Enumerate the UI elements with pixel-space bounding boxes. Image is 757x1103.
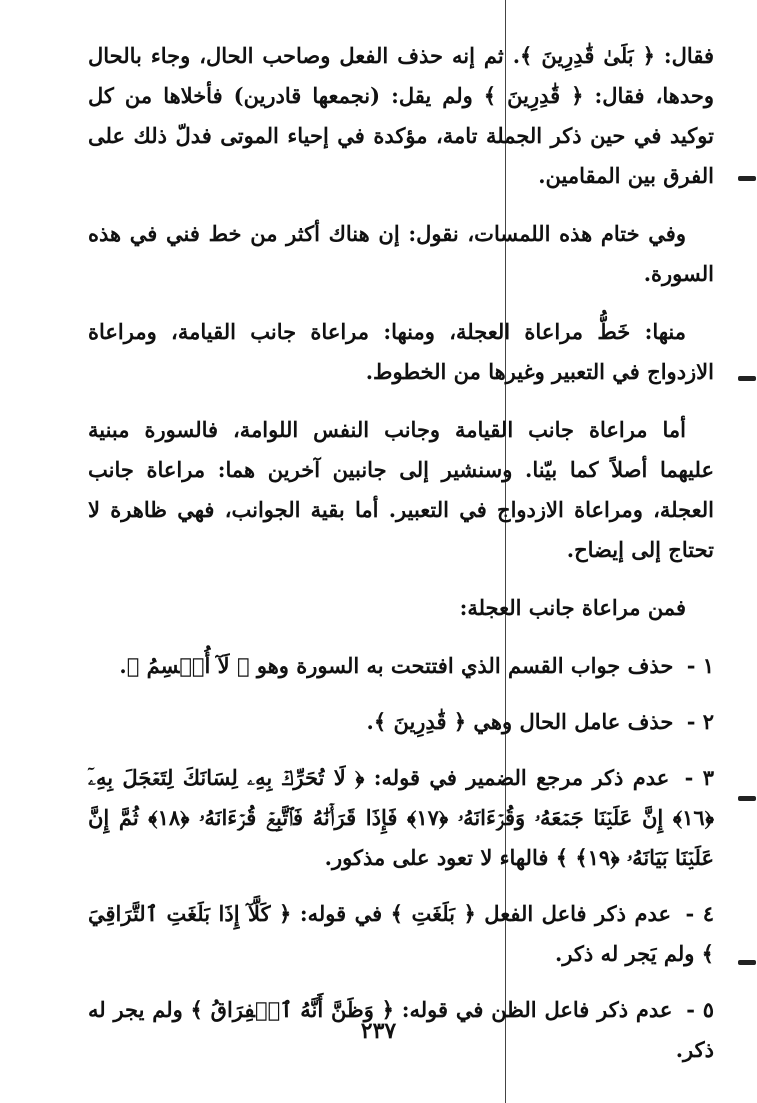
margin-mark [738, 960, 756, 965]
paragraph: فمن مراعاة جانب العجلة: [459, 595, 686, 620]
list-item [88, 702, 714, 742]
list-number: ٣ - [684, 765, 715, 790]
list-text: عدم ذكر مرجع الضمير في قوله: ﴿ لَا تُحَرِّكۡ بِهِۦ لِسَانَكَ لِتَعۡجَلَ بِهِۦٓ ﴿١٦﴾ إِنَّ عَلَيۡنَا جَمۡعَهُۥ وَقُرۡءَانَهُۥ ﴿١٧﴾ فَإِذَا قَرَأۡنَٰهُ فَٱتَّبِعۡ قُرۡءَانَهُۥ ﴿١٨﴾ ثُمَّ إِنَّ عَلَيۡنَا بَيَانَهُۥ ﴿١٩﴾ ﴾ فالهاء لا تعود على مذكور. [88, 765, 714, 870]
list-number: ٥ - [686, 997, 714, 1022]
list-text: عدم ذكر فاعل الفعل ﴿ بَلَغَتِ ﴾ في قوله: ﴿ كَلَّآ إِذَا بَلَغَتِ ٱلتَّرَاقِيَ ﴾ ولم يَجر له ذكر. [88, 901, 714, 966]
paragraph: منها: خَطُّ مراعاة العجلة، ومنها: مراعاة جانب القيامة، ومراعاة الازدواج في التعبير وغيرها من الخطوط. [88, 319, 714, 384]
list-number: ١ - [686, 653, 714, 678]
page-number: ٢٣٧ [360, 1018, 397, 1044]
paragraph: فقال: ﴿ بَلَىٰ قَٰدِرِينَ ﴾. ثم إنه حذف الفعل وصاحب الحال، وجاء بالحال وحدها، فقال: ﴿ قَٰدِرِينَ ﴾ ولم يقل: (نجمعها قادرين) فأخلاها من كل توكيد في حين ذكر الجملة تامة، مؤكدة في إحياء الموتى فدلّ ذلك على الفرق بين المقامين. [88, 43, 714, 188]
list-number: ٢ - [686, 709, 714, 734]
margin-mark [738, 176, 756, 181]
list-text: حذف جواب القسم الذي افتتحت به السورة وهو ﴿ لَآ أُقۡسِمُ ﴾. [119, 653, 674, 678]
list-text: عدم ذكر فاعل الظن في قوله: ﴿ وَظَنَّ أَنَّهُ ٱلۡفِرَاقُ ﴾ ولم يجر له ذكر. [88, 997, 714, 1062]
margin-mark [738, 796, 756, 801]
list-item [88, 646, 714, 686]
page-text-body [88, 36, 714, 1086]
paragraph: وفي ختام هذه اللمسات، نقول: إن هناك أكثر من خط فني في هذه السورة. [88, 221, 714, 286]
list-item [88, 758, 714, 878]
list-text: حذف عامل الحال وهي ﴿ قَٰدِرِينَ ﴾. [366, 709, 674, 734]
list-number: ٤ - [685, 901, 715, 926]
list-item [88, 894, 714, 974]
paragraph: أما مراعاة جانب القيامة وجانب النفس اللوامة، فالسورة مبنية عليهما أصلاً كما بيّنا. وسنشير إلى جانبين آخرين هما: مراعاة جانب العجلة، ومراعاة الازدواج في التعبير. أما بقية الجوانب، فهي ظاهرة لا تحتاج إلى إيضاح. [88, 417, 714, 562]
margin-mark [738, 376, 756, 381]
